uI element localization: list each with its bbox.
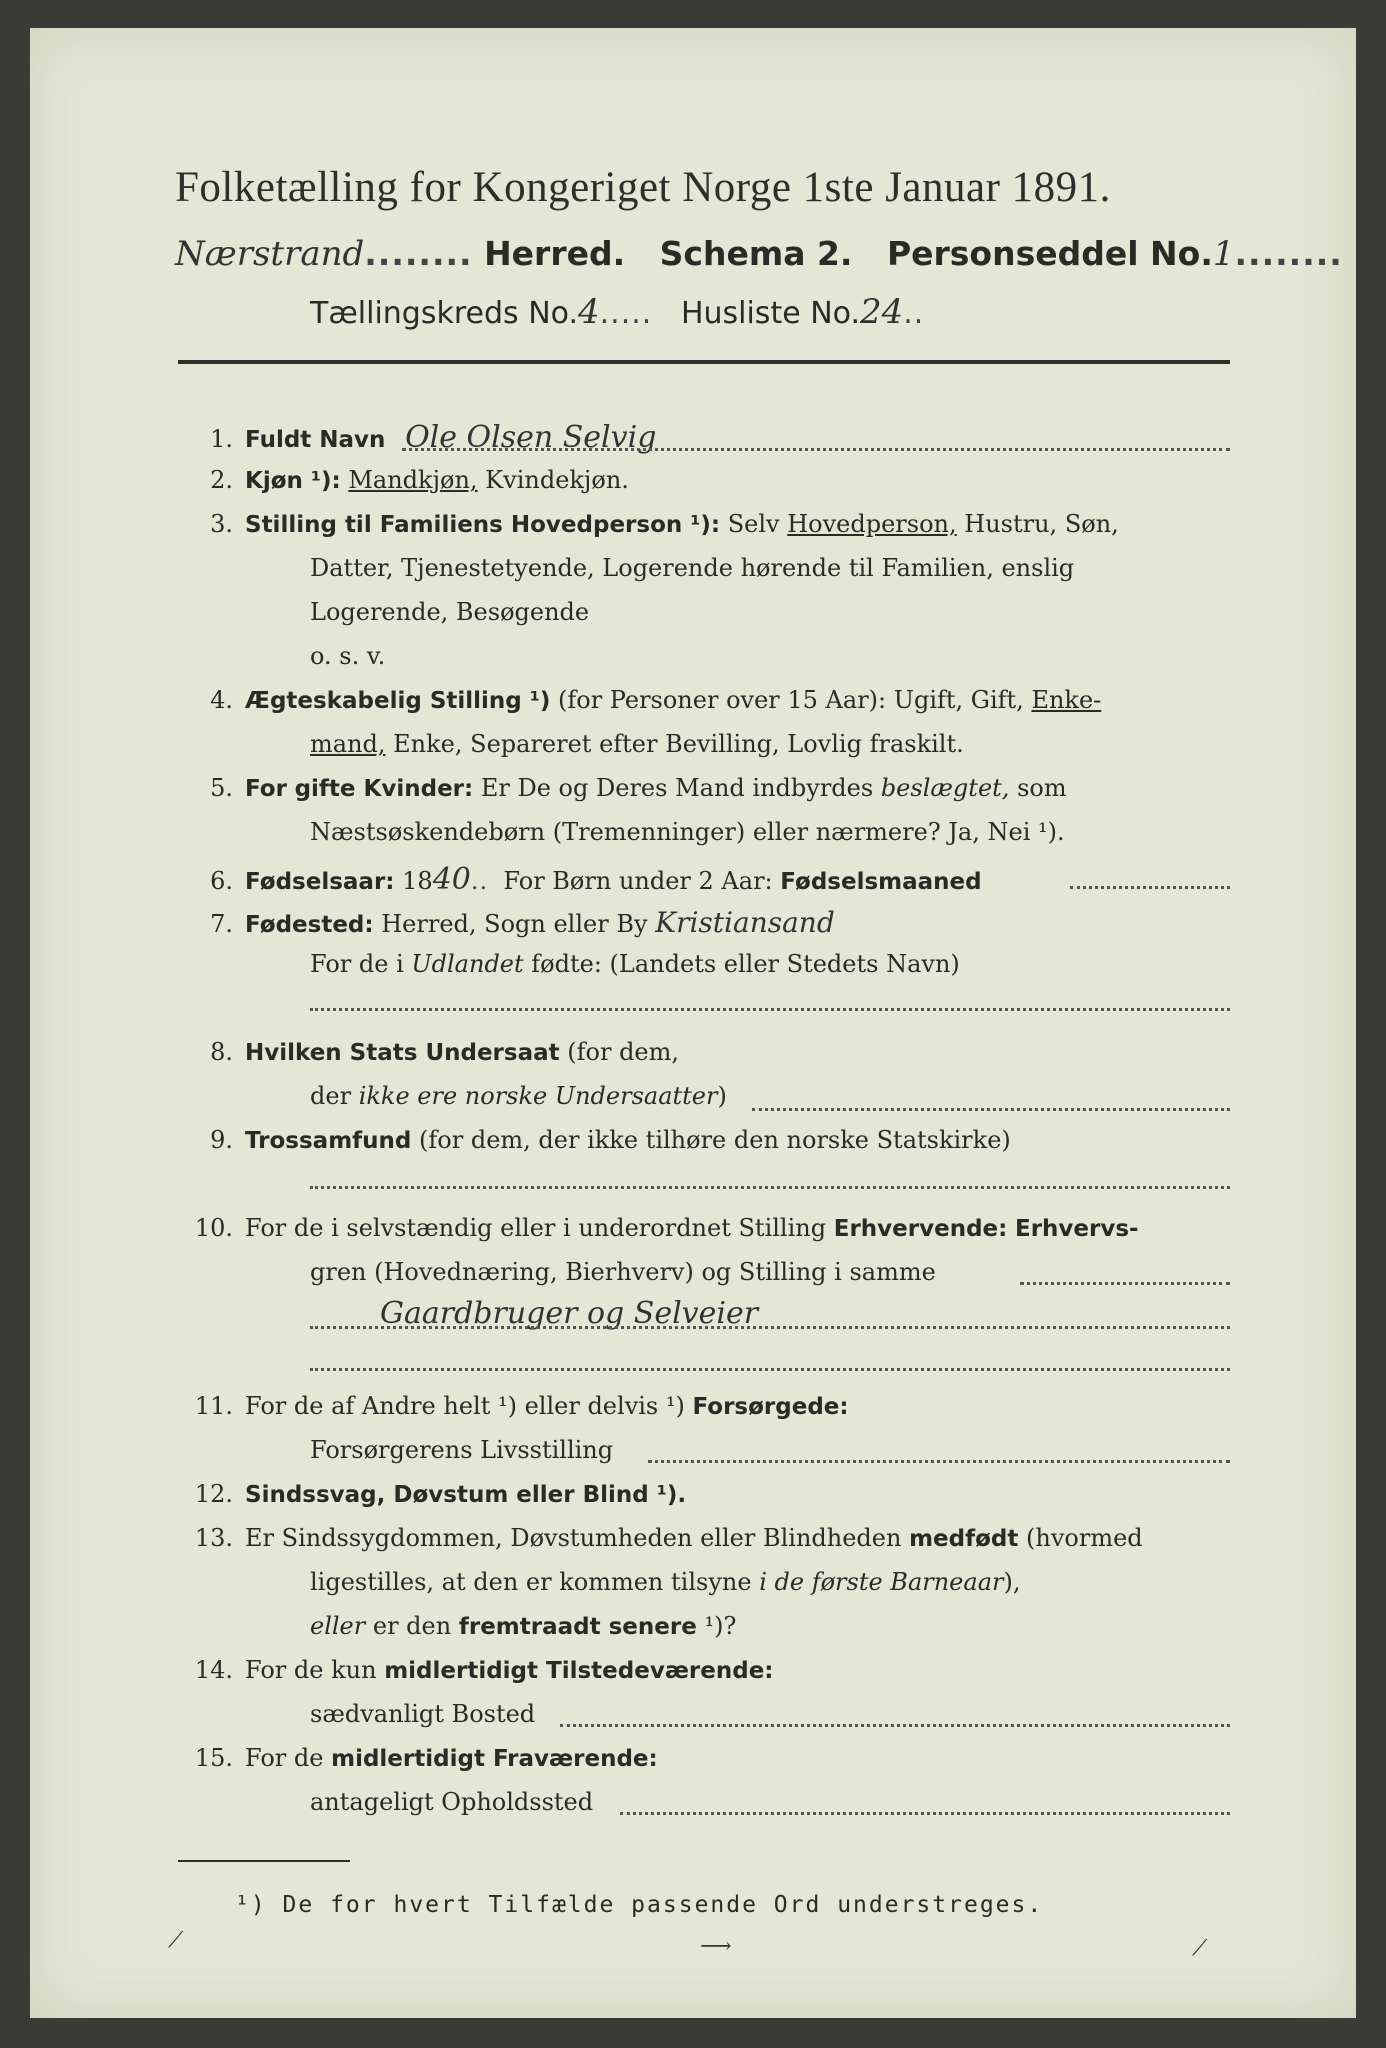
question-label: Fødested: [245, 912, 374, 938]
answer-line [1070, 886, 1230, 889]
answer-line [310, 1368, 1230, 1371]
question-number: 12. [194, 1480, 233, 1508]
dots: ........ [364, 234, 473, 273]
question-label: Forsørgede: [692, 1394, 849, 1420]
option-text: Selv [727, 510, 780, 538]
question-text: (for dem, der ikke tilhøre den norske Statskirke) [419, 1126, 1011, 1154]
header-line-3 [310, 292, 924, 332]
question-3-line-4: o. s. v. [310, 642, 386, 670]
question-label: Hvilken Stats Undersaat [245, 1040, 560, 1066]
answer-line [310, 1008, 1230, 1011]
question-number: 4. [210, 686, 233, 714]
question-text: For de af Andre helt ¹) eller delvis ¹) [245, 1392, 685, 1420]
question-number: 11. [194, 1392, 233, 1420]
question-label: Kjøn ¹): [245, 468, 341, 494]
question-6 [175, 862, 1235, 897]
question-number: 3. [210, 510, 233, 538]
question-label: fremtraadt senere [458, 1614, 697, 1640]
question-label: Erhvervende: [833, 1216, 1008, 1242]
answer-line [620, 1812, 1230, 1815]
question-text-italic: ikke ere norske Undersaatter [358, 1082, 718, 1110]
schema-label: Schema 2. [659, 234, 853, 273]
census-form-sheet [30, 28, 1356, 2018]
question-8-line-2 [310, 1082, 727, 1110]
dots: ..... [599, 296, 653, 331]
question-13-line-3 [310, 1612, 736, 1640]
kreds-value: 4 [578, 292, 600, 332]
question-text: der [310, 1082, 352, 1110]
question-text: (for Personer over 15 Aar): Ugift, Gift, [558, 686, 1024, 714]
question-5 [175, 774, 1235, 802]
dots: .. [470, 867, 489, 895]
question-8 [175, 1038, 1235, 1066]
husliste-value: 24 [860, 292, 904, 332]
question-text: som [1017, 774, 1067, 802]
question-3-line-2: Datter, Tjenestetyende, Logerende hørende til Familien, enslig [310, 554, 1075, 582]
option-enkemand-underlined: Enke- [1031, 686, 1102, 714]
question-label: Fuldt Navn [245, 427, 386, 453]
question-13-line-2 [310, 1568, 1020, 1596]
husliste-label: Husliste No. [680, 296, 860, 331]
question-4 [175, 686, 1235, 714]
question-label: gifte Kvinder: [294, 776, 474, 802]
question-text: ), [1003, 1568, 1021, 1596]
question-10-line-2: gren (Hovednæring, Bierhverv) og Stilling i samme [310, 1258, 936, 1286]
name-value: Ole Olsen Selvig [405, 420, 657, 455]
corner-mark-icon: ⟋ [1192, 1936, 1208, 1961]
corner-mark-icon: ⟋ [168, 1928, 184, 1953]
question-number: 6. [210, 867, 233, 895]
question-text-italic: beslægtet, [880, 774, 1010, 802]
question-label: Fødselsmaaned [780, 869, 982, 895]
question-text: For Børn under 2 Aar: [503, 867, 773, 895]
occupation-value: Gaardbruger og Selveier [380, 1296, 759, 1331]
question-14 [175, 1656, 1235, 1684]
question-5-line-2: Næstsøskendebørn (Tremenninger) eller nærmere? Ja, Nei ¹). [310, 818, 1065, 846]
question-label: medfødt [909, 1526, 1019, 1552]
question-text: er den [372, 1612, 452, 1640]
question-text: For de kun [245, 1656, 377, 1684]
answer-line [402, 448, 1230, 451]
personseddel-value: 1 [1212, 234, 1235, 274]
question-15-line-2: antageligt Opholdssted [310, 1788, 594, 1816]
corner-mark-icon: ⟶ [700, 1934, 732, 1959]
dots: .. [903, 296, 925, 331]
question-number: 13. [194, 1524, 233, 1552]
herred-label: Herred. [484, 234, 626, 273]
question-label: Ægteskabelig Stilling ¹) [245, 688, 551, 714]
question-text: For de [245, 1744, 324, 1772]
option-kvindekjon: Kvindekjøn. [485, 466, 629, 494]
dots: ........ [1234, 234, 1343, 273]
question-number: 14. [194, 1656, 233, 1684]
question-label: For [245, 776, 287, 802]
question-12 [175, 1480, 1235, 1508]
year-prefix: 18 [402, 867, 433, 895]
question-3-line-3: Logerende, Besøgende [310, 598, 590, 626]
question-text-italic: eller [310, 1612, 366, 1640]
question-number: 2. [210, 466, 233, 494]
question-label: Trossamfund [245, 1128, 412, 1154]
question-3 [175, 510, 1235, 538]
question-number: 1. [210, 425, 233, 453]
question-number: 9. [210, 1126, 233, 1154]
question-number: 5. [210, 774, 233, 802]
question-number: 15. [194, 1744, 233, 1772]
question-text-italic: i de første Barneaar [759, 1568, 1004, 1596]
question-text: ) [717, 1082, 727, 1110]
question-label: midlertidigt Tilstedeværende: [384, 1658, 774, 1684]
question-15 [175, 1744, 1235, 1772]
question-9 [175, 1126, 1235, 1154]
answer-line [560, 1724, 1230, 1727]
option-text: Hustru, Søn, [964, 510, 1119, 538]
question-label: midlertidigt Fraværende: [331, 1746, 658, 1772]
question-11 [175, 1392, 1235, 1420]
question-text: Er Sindssygdommen, Døvstumheden eller Blindheden [245, 1524, 902, 1552]
question-7-line-2 [310, 950, 960, 978]
question-label: Fødselsaar: [245, 869, 395, 895]
question-text: fødte: (Landets eller Stedets Navn) [531, 950, 960, 978]
question-label: Sindssvag, Døvstum eller Blind ¹). [245, 1482, 687, 1508]
question-4-line-2 [310, 730, 964, 758]
personseddel-label: Personseddel No. [886, 234, 1213, 273]
question-text: Herred, Sogn eller By [381, 910, 648, 938]
option-hovedperson-underlined: Hovedperson, [787, 510, 957, 538]
header-line-2 [175, 234, 1343, 274]
question-text: For de i selvstændig eller i underordnet Stilling [245, 1214, 827, 1242]
form-title: Folketælling for Kongeriget Norge 1ste Januar 1891. [175, 164, 1111, 211]
header-rule [178, 360, 1230, 364]
question-text: Enke, Separeret efter Bevilling, Lovlig fraskilt. [393, 730, 964, 758]
question-label: Erhvervs- [1014, 1216, 1139, 1242]
answer-line [310, 1186, 1230, 1189]
option-enkemand-underlined: mand, [310, 730, 386, 758]
question-number: 8. [210, 1038, 233, 1066]
question-text: (hvormed [1026, 1524, 1143, 1552]
footnote: ¹) De for hvert Tilfælde passende Ord understreges. [235, 1892, 1044, 1918]
question-text: For de i [310, 950, 404, 978]
question-13 [175, 1524, 1235, 1552]
kreds-label: Tællingskreds No. [310, 296, 578, 331]
question-label: Stilling til Familiens Hovedperson ¹): [245, 512, 721, 538]
option-mandkjon-underlined: Mandkjøn, [348, 466, 478, 494]
answer-line [1020, 1282, 1230, 1285]
herred-value: Nærstrand [175, 234, 365, 274]
question-number: 7. [210, 910, 233, 938]
question-number: 10. [194, 1214, 233, 1242]
question-text: (for dem, [567, 1038, 680, 1066]
question-11-line-2: Forsørgerens Livsstilling [310, 1436, 614, 1464]
answer-line [648, 1460, 1230, 1463]
answer-line [752, 1108, 1230, 1111]
question-text: Er De og Deres Mand indbyrdes [480, 774, 874, 802]
question-text: ¹)? [704, 1612, 737, 1640]
question-text: ligestilles, at den er kommen tilsyne [310, 1568, 752, 1596]
question-10 [175, 1214, 1235, 1242]
birthplace-value: Kristiansand [655, 906, 835, 939]
birth-year-value: 40 [432, 862, 471, 897]
question-7 [175, 906, 1235, 939]
footnote-rule [178, 1860, 350, 1862]
question-text-italic: Udlandet [411, 950, 524, 978]
question-2 [175, 466, 1235, 494]
answer-line [310, 1326, 1230, 1329]
question-14-line-2: sædvanligt Bosted [310, 1700, 536, 1728]
